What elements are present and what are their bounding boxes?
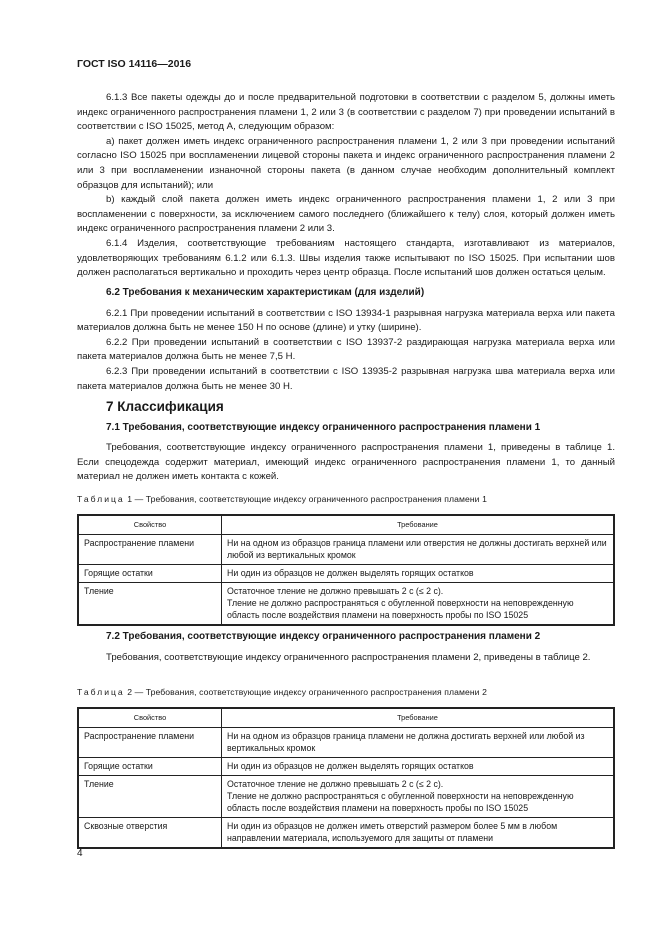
paragraph-6-1-3-a: a) пакет должен иметь индекс ограниченного распространения пламени 1, 2 или 3 при проведении испытаний согласно ISO 15025 при воспламенении лицевой стороны пакета и индекс ограниченного распространения пламени 2 или 3 при воспламенении изнаночной стороны пакета (в данном случае необходим дополнительный комплект образцов для испытаний); или <box>77 135 615 191</box>
table-cell: Остаточное тление не должно превышать 2 с (≤ 2 с). Тление не должно распространяться с обугленной поверхности на неповрежденную область после воздействия пламени на поверхность пробы по ISO 15025 <box>222 775 615 817</box>
table-1-caption-word: Таблица <box>77 494 125 504</box>
table-cell: Распространение пламени <box>78 727 222 757</box>
table-cell: Ни один из образцов не должен выделять горящих остатков <box>222 757 615 775</box>
table-cell: Сквозные отверстия <box>78 817 222 848</box>
table-cell: Тление <box>78 582 222 625</box>
table-1-header-requirement: Требование <box>222 515 615 535</box>
table-1-caption <box>77 492 615 507</box>
heading-6-2: 6.2 Требования к механическим характеристикам (для изделий) <box>106 287 425 298</box>
paragraph-6-1-3: 6.1.3 Все пакеты одежды до и после предварительной подготовки в соответствии с разделом 5, должны иметь индекс ограниченного распространения пламени 1, 2 или 3 (в соответствии с разделом 7) при проведении испытаний в соответствии с ISO 15025, метод А, следующим образом: <box>77 92 615 133</box>
table-2-block <box>77 685 615 849</box>
table-row <box>78 757 614 775</box>
section-7-2 <box>77 630 615 665</box>
table-2-caption <box>77 685 615 700</box>
section-6-text <box>77 91 615 281</box>
section-7 <box>77 400 615 485</box>
paragraph-6-1-4: 6.1.4 Изделия, соответствующие требованиям настоящего стандарта, изготавливают из материалов, удовлетворяющих требованиям 6.1.2 или 6.1.3. Швы изделия также испытывают по ISO 15025. При испытании шов должен располагаться вертикально и проходить через центр образца. После испытаний шов должен остаться целым. <box>77 237 615 279</box>
table-2-caption-text: 2 — Требования, соответствующие индексу ограниченного распространения пламени 2 <box>127 687 487 697</box>
page-number: 4 <box>77 848 83 859</box>
paragraph-6-2-3: 6.2.3 При проведении испытаний в соответствии с ISO 13935-2 разрывная нагрузка шва материала верха или пакета материалов должна быть не менее 30 Н. <box>77 365 615 392</box>
paragraph-7-2: Требования, соответствующие индексу ограниченного распространения пламени 2, приведены в таблице 2. <box>106 651 591 663</box>
document-header: ГОСТ ISO 14116—2016 <box>77 58 192 70</box>
table-row <box>78 775 614 817</box>
table-2 <box>77 707 615 849</box>
table-2-header-row <box>78 708 614 728</box>
table-row <box>78 534 614 564</box>
table-cell: Горящие остатки <box>78 564 222 582</box>
table-cell: Распространение пламени <box>78 534 222 564</box>
table-1-header-property: Свойство <box>78 515 222 535</box>
heading-7-2: 7.2 Требования, соответствующие индексу ограниченного распространения пламени 2 <box>106 631 541 642</box>
table-cell: Остаточное тление не должно превышать 2 с (≤ 2 с). Тление не должно распространяться с обугленной поверхности на неповрежденную область после воздействия пламени на поверхность пробы по ISO 15025 <box>222 582 615 625</box>
heading-7: 7 Классификация <box>106 399 224 414</box>
table-row <box>78 582 614 625</box>
paragraph-6-2-1: 6.2.1 При проведении испытаний в соответствии с ISO 13934-1 разрывная нагрузка материала верха или пакета материалов должна быть не менее 150 Н по основе (длине) и утку (ширине). <box>77 307 615 334</box>
heading-7-1: 7.1 Требования, соответствующие индексу ограниченного распространения пламени 1 <box>106 421 541 433</box>
paragraph-7-1: Требования, соответствующие индексу ограниченного распространения пламени 1, приведены в таблице 1. Если спецодежда содержит материал, имеющий индекс ограниченного распространения пламени 1, то данный материал не должен иметь контакта с кожей. <box>77 442 615 483</box>
table-cell: Ни на одном из образцов граница пламени или отверстия не должны достигать верхней или любой из вертикальных кромок <box>222 534 615 564</box>
table-2-caption-word: Таблица <box>77 687 125 697</box>
table-1-header-row <box>78 515 614 535</box>
table-cell: Ни один из образцов не должен выделять горящих остатков <box>222 564 615 582</box>
table-cell: Ни один из образцов не должен иметь отверстий размером более 5 мм в любом направлении материала, используемого для защиты от пламени <box>222 817 615 848</box>
table-cell: Ни на одном из образцов граница пламени не должна достигать верхней или любой из вертикальных кромок <box>222 727 615 757</box>
paragraph-6-2-2: 6.2.2 При проведении испытаний в соответствии с ISO 13937-2 раздирающая нагрузка материала верха или пакета материалов должна быть не менее 7,5 Н. <box>77 336 615 363</box>
table-cell: Горящие остатки <box>78 757 222 775</box>
table-row <box>78 564 614 582</box>
table-1-block <box>77 492 615 626</box>
paragraph-6-1-3-b: b) каждый слой пакета должен иметь индекс ограниченного распространения пламени 1, 2 или 3 при воспламенении с поверхности, за исключением самого последнего (ближайшего к телу) слоя, который должен иметь индекс ограниченного распространения пламени 2 или 3. <box>77 194 615 235</box>
table-row <box>78 727 614 757</box>
table-1 <box>77 514 615 626</box>
table-1-caption-text: 1 — Требования, соответствующие индексу ограниченного распространения пламени 1 <box>127 494 487 504</box>
table-cell: Тление <box>78 775 222 817</box>
section-6-2 <box>77 286 615 394</box>
table-2-header-requirement: Требование <box>222 708 615 728</box>
table-2-header-property: Свойство <box>78 708 222 728</box>
table-row <box>78 817 614 848</box>
